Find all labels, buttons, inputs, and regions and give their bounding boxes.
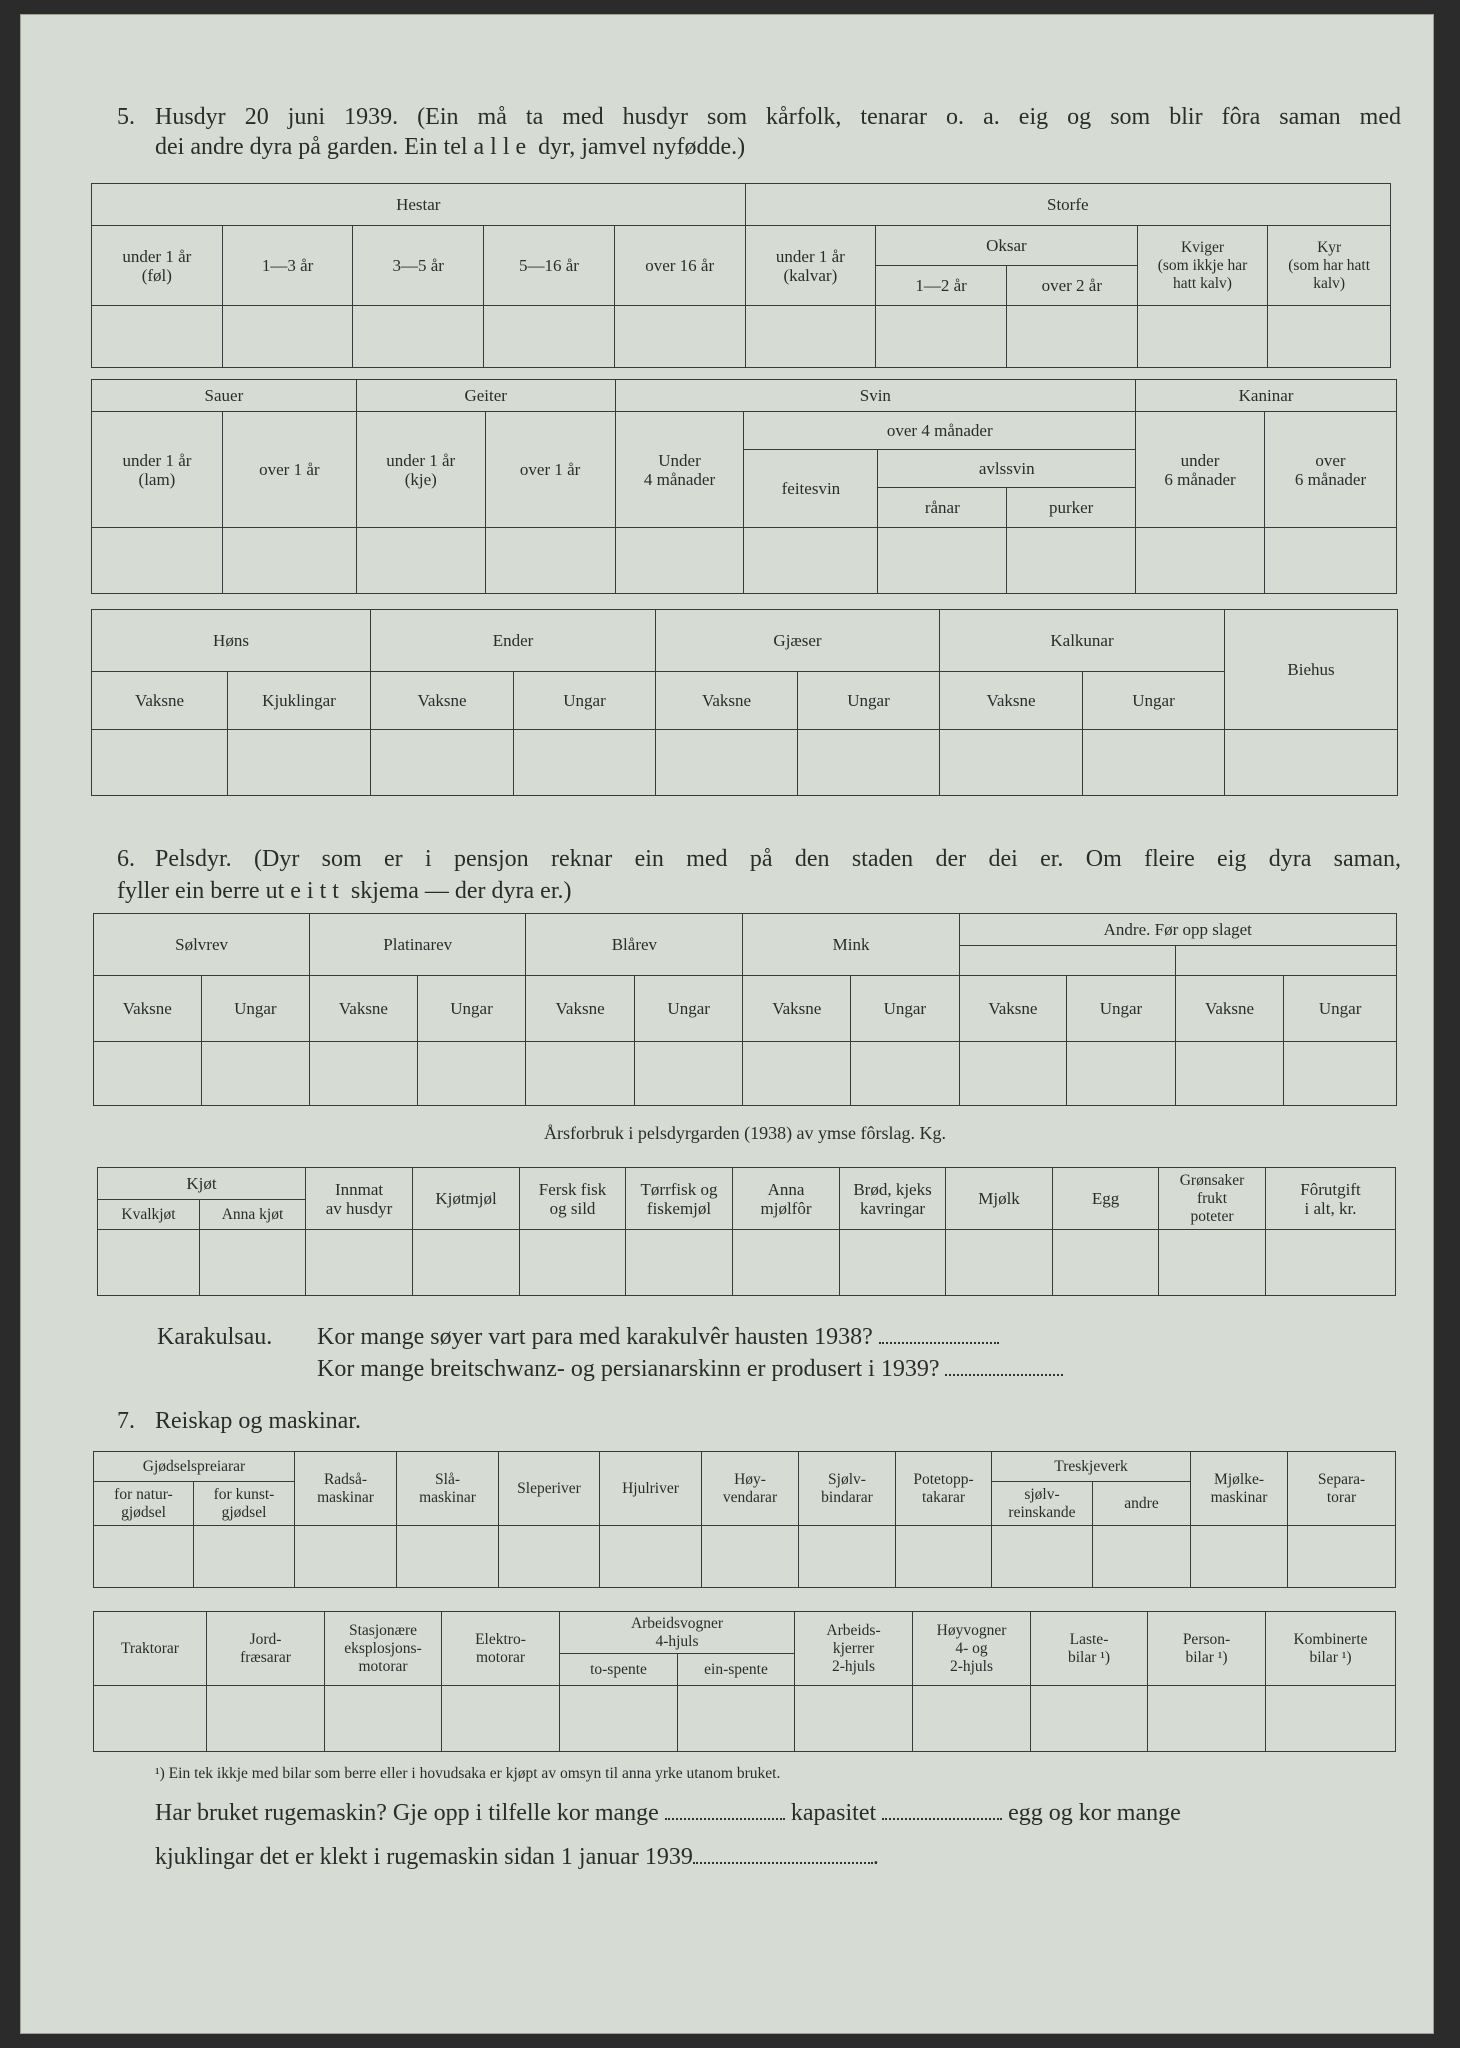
table-pelsdyr xyxy=(93,913,1397,1106)
sauer-col-lam: under 1 år (lam) xyxy=(92,412,223,528)
entry-cell[interactable] xyxy=(92,730,228,796)
entry-cell[interactable] xyxy=(1159,1230,1266,1296)
pels-col-vaksne: Vaksne xyxy=(1175,976,1284,1042)
kaninar-header: Kaninar xyxy=(1136,380,1397,412)
entry-cell[interactable] xyxy=(878,528,1007,594)
pels-col-ungar: Ungar xyxy=(201,976,310,1042)
storfe-col-kviger: Kviger (som ikkje har hatt kalv) xyxy=(1137,226,1268,306)
kalkunar-col-vaksne: Vaksne xyxy=(940,672,1083,730)
s6-heading-line1: Pelsdyr. (Dyr som er i pensjon reknar ein med på den staden der dei er. Om fleire eig dyra saman, xyxy=(155,846,1401,872)
feed-col-fersk-fisk: Fersk fisk og sild xyxy=(520,1168,626,1230)
entry-cell[interactable] xyxy=(514,730,656,796)
mach-col-traktorar: Traktorar xyxy=(94,1612,207,1686)
storfe-oksar-header: Oksar xyxy=(876,226,1137,266)
karakul-q2-blank[interactable] xyxy=(945,1373,1063,1376)
forbruk-title: Årsforbruk i pelsdyrgarden (1938) av ymse fôrslag. Kg. xyxy=(543,1123,947,1143)
pels-header-andre: Andre. Før opp slaget xyxy=(959,914,1396,946)
mach-col-hjulriver: Hjulriver xyxy=(600,1452,702,1526)
kjot-header: Kjøt xyxy=(98,1168,306,1200)
entry-cell[interactable] xyxy=(201,1042,310,1106)
hestar-header: Hestar xyxy=(92,184,746,226)
hons-col-vaksne: Vaksne xyxy=(92,672,228,730)
gjaeser-col-ungar: Ungar xyxy=(798,672,940,730)
entry-cell[interactable] xyxy=(520,1230,626,1296)
entry-cell[interactable] xyxy=(353,306,484,368)
ruge-kjuklingar-blank[interactable] xyxy=(693,1861,873,1864)
table-sauer-svin xyxy=(91,379,1397,594)
s6-heading-num: 6. xyxy=(117,846,135,872)
karakul-label: Karakulsau. xyxy=(157,1324,273,1350)
ender-col-ungar: Ungar xyxy=(514,672,656,730)
sauer-header: Sauer xyxy=(92,380,357,412)
s5-heading-num: 5. xyxy=(117,104,135,130)
entry-cell[interactable] xyxy=(1268,306,1391,368)
storfe-col-kalvar: under 1 år (kalvar) xyxy=(745,226,876,306)
entry-cell[interactable] xyxy=(1031,1686,1148,1752)
entry-cell[interactable] xyxy=(1083,730,1225,796)
entry-cell[interactable] xyxy=(743,1042,851,1106)
entry-cell[interactable] xyxy=(207,1686,325,1752)
kalkunar-col-ungar: Ungar xyxy=(1083,672,1225,730)
fowl-header-ender: Ender xyxy=(371,610,656,672)
kaninar-col-under6: under 6 månader xyxy=(1136,412,1265,528)
svin-avlssvin-header: avlssvin xyxy=(878,450,1136,488)
mach-col-stasjonaere: Stasjonære eksplosjons- motorar xyxy=(325,1612,442,1686)
entry-cell[interactable] xyxy=(94,1686,207,1752)
geiter-col-kje: under 1 år (kje) xyxy=(356,412,485,528)
s6-heading-line2: fyller ein berre ut eitt skjema — der dyra er.) xyxy=(117,878,572,904)
treskjeverk-col-andre: andre xyxy=(1093,1482,1191,1526)
entry-cell[interactable] xyxy=(417,1042,526,1106)
entry-cell[interactable] xyxy=(876,306,1007,368)
entry-cell[interactable] xyxy=(656,730,798,796)
entry-cell[interactable] xyxy=(614,306,745,368)
entry-cell[interactable] xyxy=(94,1526,194,1588)
ender-col-vaksne: Vaksne xyxy=(371,672,514,730)
entry-cell[interactable] xyxy=(1006,306,1137,368)
entry-cell[interactable] xyxy=(678,1686,795,1752)
entry-cell[interactable] xyxy=(1067,1042,1176,1106)
mach-col-sla: Slå- maskinar xyxy=(397,1452,499,1526)
entry-cell[interactable] xyxy=(200,1230,306,1296)
oksar-col-1-2: 1—2 år xyxy=(876,266,1007,306)
entry-cell[interactable] xyxy=(356,528,485,594)
mach-col-sleperiver: Sleperiver xyxy=(499,1452,600,1526)
mach-col-potetopptakarar: Potetopp- takarar xyxy=(896,1452,992,1526)
entry-cell[interactable] xyxy=(1137,306,1268,368)
pels-col-vaksne: Vaksne xyxy=(959,976,1067,1042)
svin-col-purker: purker xyxy=(1007,488,1136,528)
entry-cell[interactable] xyxy=(1264,528,1396,594)
biehus-header: Biehus xyxy=(1225,610,1398,730)
geiter-header: Geiter xyxy=(356,380,615,412)
mach-col-personbilar: Person- bilar ¹) xyxy=(1148,1612,1266,1686)
entry-cell[interactable] xyxy=(526,1042,635,1106)
svin-col-under4: Under 4 månader xyxy=(615,412,744,528)
entry-cell[interactable] xyxy=(484,306,615,368)
mach-col-lastebilar: Laste- bilar ¹) xyxy=(1031,1612,1148,1686)
entry-cell[interactable] xyxy=(851,1042,960,1106)
s5-heading-line2: dei andre dyra på garden. Ein tel alle dyr, jamvel nyfødde.) xyxy=(155,134,746,160)
feed-col-torrfisk: Tørrfisk og fiskemjøl xyxy=(626,1168,733,1230)
mach-col-separatorar: Separa- torar xyxy=(1288,1452,1396,1526)
entry-cell[interactable] xyxy=(1284,1042,1397,1106)
ruge-capacity-blank[interactable] xyxy=(882,1817,1002,1820)
hestar-col-3-5: 3—5 år xyxy=(353,226,484,306)
entry-cell[interactable] xyxy=(1191,1526,1288,1588)
table-reiskap-1 xyxy=(93,1451,1396,1588)
entry-cell[interactable] xyxy=(913,1686,1031,1752)
entry-cell[interactable] xyxy=(1007,528,1136,594)
feed-col-egg: Egg xyxy=(1053,1168,1159,1230)
storfe-col-kyr: Kyr (som har hatt kalv) xyxy=(1268,226,1391,306)
table-reiskap-2 xyxy=(93,1611,1396,1752)
feed-col-gronsaker: Grønsaker frukt poteter xyxy=(1159,1168,1266,1230)
hestar-col-1-3: 1—3 år xyxy=(222,226,353,306)
table-fowl xyxy=(91,609,1398,796)
mach-col-hoyvendarar: Høy- vendarar xyxy=(702,1452,799,1526)
pels-andre-blank-1[interactable] xyxy=(959,946,1175,976)
entry-cell[interactable] xyxy=(310,1042,418,1106)
entry-cell[interactable] xyxy=(92,528,223,594)
entry-cell[interactable] xyxy=(795,1686,913,1752)
entry-cell[interactable] xyxy=(1288,1526,1396,1588)
entry-cell[interactable] xyxy=(442,1686,560,1752)
svin-header: Svin xyxy=(615,380,1136,412)
mach-col-radsa: Radså- maskinar xyxy=(295,1452,397,1526)
entry-cell[interactable] xyxy=(1053,1230,1159,1296)
geiter-col-over1: over 1 år xyxy=(485,412,615,528)
gjodsel-col-kunst: for kunst- gjødsel xyxy=(194,1482,295,1526)
mach-col-kombinerte: Kombinerte bilar ¹) xyxy=(1266,1612,1396,1686)
feed-col-anna-mjolfor: Anna mjølfôr xyxy=(733,1168,840,1230)
mach-col-sjolvbindarar: Sjølv- bindarar xyxy=(799,1452,896,1526)
fowl-header-hons: Høns xyxy=(92,610,371,672)
entry-cell[interactable] xyxy=(306,1230,413,1296)
arbeidsvogner-header: Arbeidsvogner 4-hjuls xyxy=(560,1612,795,1654)
ruge-count-blank[interactable] xyxy=(665,1817,785,1820)
ruge-line2: kjuklingar det er klekt i rugemaskin sidan 1 januar 1939 . xyxy=(155,1844,879,1870)
entry-cell[interactable] xyxy=(896,1526,992,1588)
entry-cell[interactable] xyxy=(600,1526,702,1588)
entry-cell[interactable] xyxy=(1175,1042,1284,1106)
hons-col-kjuklingar: Kjuklingar xyxy=(228,672,371,730)
hestar-col-over16: over 16 år xyxy=(614,226,745,306)
karakul-q2: Kor mange breitschwanz- og persianarskinn er produsert i 1939? xyxy=(317,1353,1063,1385)
feed-col-mjolk: Mjølk xyxy=(946,1168,1053,1230)
pels-col-vaksne: Vaksne xyxy=(743,976,851,1042)
entry-cell[interactable] xyxy=(626,1230,733,1296)
entry-cell[interactable] xyxy=(222,306,353,368)
entry-cell[interactable] xyxy=(733,1230,840,1296)
entry-cell[interactable] xyxy=(1266,1686,1396,1752)
entry-cell[interactable] xyxy=(634,1042,743,1106)
feed-col-brod: Brød, kjeks kavringar xyxy=(840,1168,946,1230)
mach-col-mjolkemaskinar: Mjølke- maskinar xyxy=(1191,1452,1288,1526)
pels-header-blarev: Blårev xyxy=(526,914,743,976)
entry-cell[interactable] xyxy=(745,306,876,368)
table-forbruk xyxy=(97,1167,1396,1296)
svin-col-ranar: rånar xyxy=(878,488,1007,528)
mach-col-hoyvogner: Høyvogner 4- og 2-hjuls xyxy=(913,1612,1031,1686)
entry-cell[interactable] xyxy=(1136,528,1265,594)
pels-col-vaksne: Vaksne xyxy=(94,976,202,1042)
pels-col-vaksne: Vaksne xyxy=(526,976,635,1042)
kaninar-col-over6: over 6 månader xyxy=(1264,412,1396,528)
gjaeser-col-vaksne: Vaksne xyxy=(656,672,798,730)
arbeidsvogner-col-ein: ein-spente xyxy=(678,1654,795,1686)
entry-cell[interactable] xyxy=(92,306,223,368)
fowl-header-kalkunar: Kalkunar xyxy=(940,610,1225,672)
pels-header-solvrev: Sølvrev xyxy=(94,914,310,976)
pels-col-vaksne: Vaksne xyxy=(310,976,418,1042)
entry-cell[interactable] xyxy=(744,528,878,594)
kjot-col-anna: Anna kjøt xyxy=(200,1200,306,1230)
arbeidsvogner-col-to: to-spente xyxy=(560,1654,678,1686)
sauer-col-over1: over 1 år xyxy=(222,412,356,528)
pels-header-mink: Mink xyxy=(743,914,959,976)
entry-cell[interactable] xyxy=(1148,1686,1266,1752)
entry-cell[interactable] xyxy=(413,1230,520,1296)
pels-col-ungar: Ungar xyxy=(634,976,743,1042)
mach-col-jordfraesarar: Jord- fræsarar xyxy=(207,1612,325,1686)
ruge-line1: Har bruket rugemaskin? Gje opp i tilfelle kor mange kapasitet egg og kor mange xyxy=(155,1800,1181,1826)
feed-col-forutgift: Fôrutgift i alt, kr. xyxy=(1266,1168,1396,1230)
entry-cell[interactable] xyxy=(799,1526,896,1588)
entry-cell[interactable] xyxy=(325,1686,442,1752)
s7-heading-num: 7. xyxy=(117,1408,135,1434)
hestar-col-5-16: 5—16 år xyxy=(484,226,615,306)
pels-andre-blank-2[interactable] xyxy=(1175,946,1396,976)
pels-header-platinarev: Platinarev xyxy=(310,914,526,976)
entry-cell[interactable] xyxy=(946,1230,1053,1296)
feed-col-innmat: Innmat av husdyr xyxy=(306,1168,413,1230)
storfe-header: Storfe xyxy=(745,184,1390,226)
entry-cell[interactable] xyxy=(94,1042,202,1106)
pels-col-ungar: Ungar xyxy=(1067,976,1176,1042)
kjot-col-kvalkjot: Kvalkjøt xyxy=(98,1200,200,1230)
pels-col-ungar: Ungar xyxy=(851,976,960,1042)
treskjeverk-col-sjolv: sjølv- reinskande xyxy=(992,1482,1093,1526)
fowl-header-gjaeser: Gjæser xyxy=(656,610,940,672)
entry-cell[interactable] xyxy=(702,1526,799,1588)
svin-over4-header: over 4 månader xyxy=(744,412,1136,450)
s5-heading-line1: Husdyr 20 juni 1939. (Ein må ta med husdyr som kårfolk, tenarar o. a. eig og som blir fôra saman med xyxy=(155,104,1401,130)
s7-heading: Reiskap og maskinar. xyxy=(155,1408,361,1434)
mach-col-arbeidskjerrer: Arbeids- kjerrer 2-hjuls xyxy=(795,1612,913,1686)
gjodsel-header: Gjødselspreiarar xyxy=(94,1452,295,1482)
entry-cell[interactable] xyxy=(228,730,371,796)
gjodsel-col-natur: for natur- gjødsel xyxy=(94,1482,194,1526)
entry-cell[interactable] xyxy=(1266,1230,1396,1296)
entry-cell[interactable] xyxy=(295,1526,397,1588)
treskjeverk-header: Treskjeverk xyxy=(992,1452,1191,1482)
entry-cell[interactable] xyxy=(1225,730,1398,796)
form-page xyxy=(20,14,1434,2034)
pels-col-ungar: Ungar xyxy=(1284,976,1397,1042)
footnote: ¹) Ein tek ikkje med bilar som berre eller i hovudsaka er kjøpt av omsyn til anna yrke utanom bruket. xyxy=(155,1765,781,1782)
entry-cell[interactable] xyxy=(1093,1526,1191,1588)
entry-cell[interactable] xyxy=(499,1526,600,1588)
entry-cell[interactable] xyxy=(222,528,356,594)
entry-cell[interactable] xyxy=(397,1526,499,1588)
entry-cell[interactable] xyxy=(371,730,514,796)
karakul-q1-blank[interactable] xyxy=(879,1341,999,1344)
hestar-col-foal: under 1 år (føl) xyxy=(92,226,223,306)
table-hestar-storfe xyxy=(91,183,1391,368)
entry-cell[interactable] xyxy=(798,730,940,796)
entry-cell[interactable] xyxy=(840,1230,946,1296)
entry-cell[interactable] xyxy=(485,528,615,594)
pels-col-ungar: Ungar xyxy=(417,976,526,1042)
feed-col-kjotmjol: Kjøtmjøl xyxy=(413,1168,520,1230)
entry-cell[interactable] xyxy=(940,730,1083,796)
karakul-q1: Kor mange søyer vart para med karakulvêr hausten 1938? xyxy=(317,1321,999,1353)
entry-cell[interactable] xyxy=(560,1686,678,1752)
svin-col-feitesvin: feitesvin xyxy=(744,450,878,528)
oksar-col-over2: over 2 år xyxy=(1006,266,1137,306)
entry-cell[interactable] xyxy=(194,1526,295,1588)
entry-cell[interactable] xyxy=(98,1230,200,1296)
entry-cell[interactable] xyxy=(959,1042,1067,1106)
entry-cell[interactable] xyxy=(615,528,744,594)
mach-col-elektromotorar: Elektro- motorar xyxy=(442,1612,560,1686)
entry-cell[interactable] xyxy=(992,1526,1093,1588)
